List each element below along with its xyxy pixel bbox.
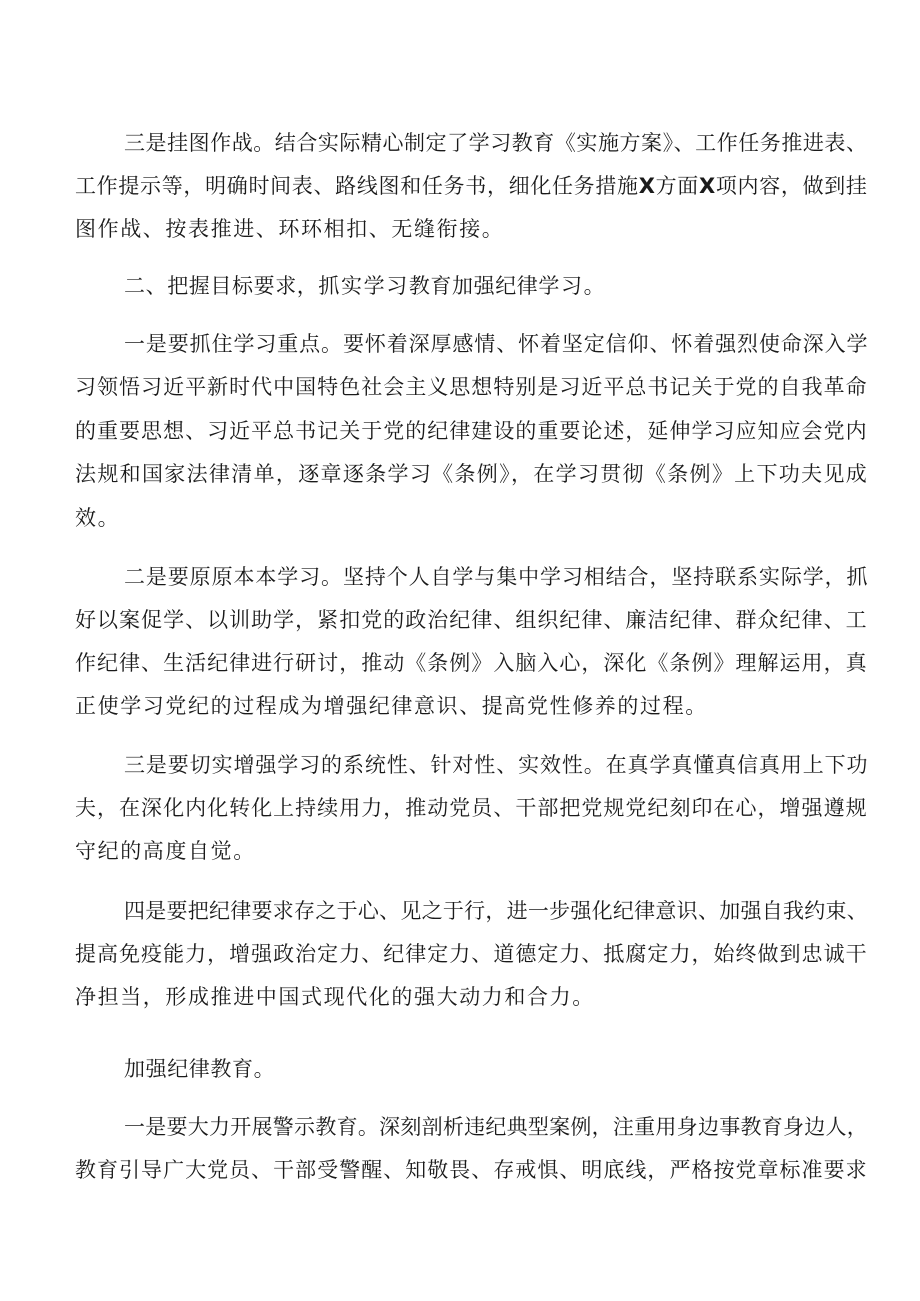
paragraph-line: 守纪的高度自觉。 <box>75 839 256 863</box>
line-segment: 项内容，做到挂 <box>715 174 868 198</box>
paragraph-line: 夫，在深化内化转化上持续用力，推动党员、干部把党规党纪刻印在心，增强遵规 <box>75 796 868 820</box>
paragraph-line: 二是要原原本本学习。坚持个人自学与集中学习相结合，坚持联系实际学，抓 <box>124 565 869 589</box>
paragraph-line: 一是要抓住学习重点。要怀着深厚感情、怀着坚定信仰、怀着强烈使命深入学 <box>124 332 869 356</box>
paragraph-line: 净担当，形成推进中国式现代化的强大动力和合力。 <box>75 985 595 1009</box>
placeholder-mark: X <box>638 174 656 198</box>
paragraph-line: 好以案促学、以训助学，紧扣党的政治纪律、组织纪律、廉洁纪律、群众纪律、工 <box>75 608 868 632</box>
heading-main: 把握目标要求， <box>167 274 319 298</box>
heading-tail: 抓实学习 <box>318 274 409 298</box>
paragraph-line: 四是要把纪律要求存之于心、见之于行，进一步强化纪律意识、加强自我约束、 <box>124 899 868 923</box>
line-segment: 工作提示等，明确时间表、路线图和任务书，细化任务措施 <box>75 174 639 198</box>
paragraph-line: 三是挂图作战。结合实际精心制定了学习教育《实施方案》、工作任务推进表、 <box>124 131 868 155</box>
paragraph-line: 教育引导广大党员、干部受警醒、知敬畏、存戒惧、明底线，严格按党章标准要求 <box>75 1158 868 1182</box>
heading-end: 学习。 <box>538 274 607 298</box>
placeholder-mark: X <box>698 174 716 198</box>
paragraph-line: 习领悟习近平新时代中国特色社会主义思想特别是习近平总书记关于党的自我革命 <box>75 375 868 399</box>
heading-main-2: 教育加强纪律 <box>408 274 539 298</box>
paragraph-line: 正使学习党纪的过程成为增强纪律意识、提高党性修养的过程。 <box>75 694 708 718</box>
paragraph-line <box>75 171 868 201</box>
paragraph-line: 三是要切实增强学习的系统性、针对性、实效性。在真学真懂真信真用上下功 <box>124 753 869 777</box>
paragraph-line: 一是要大力开展警示教育。深刻剖析违纪典型案例，注重用身边事教育身边人， <box>124 1115 868 1139</box>
section-heading: 加强纪律教育。 <box>124 1057 276 1081</box>
heading-prefix: 二、 <box>124 274 168 298</box>
paragraph-line: 法规和国家法律清单，逐章逐条学习《条例》，在学习贯彻《条例》上下功夫见成 <box>75 462 869 486</box>
paragraph-line: 作纪律、生活纪律进行研讨，推动《条例》入脑入心，深化《条例》理解运用，真 <box>75 651 868 675</box>
paragraph-line: 提高免疫能力，增强政治定力、纪律定力、道德定力、抵腐定力，始终做到忠诚干 <box>75 942 868 966</box>
section-heading <box>124 271 606 301</box>
paragraph-line: 图作战、按表推进、环环相扣、无缝衔接。 <box>75 217 505 241</box>
paragraph-line: 效。 <box>75 506 121 530</box>
line-segment: 方面 <box>655 174 699 198</box>
paragraph-line: 的重要思想、习近平总书记关于党的纪律建设的重要论述，延伸学习应知应会党内 <box>75 419 868 443</box>
